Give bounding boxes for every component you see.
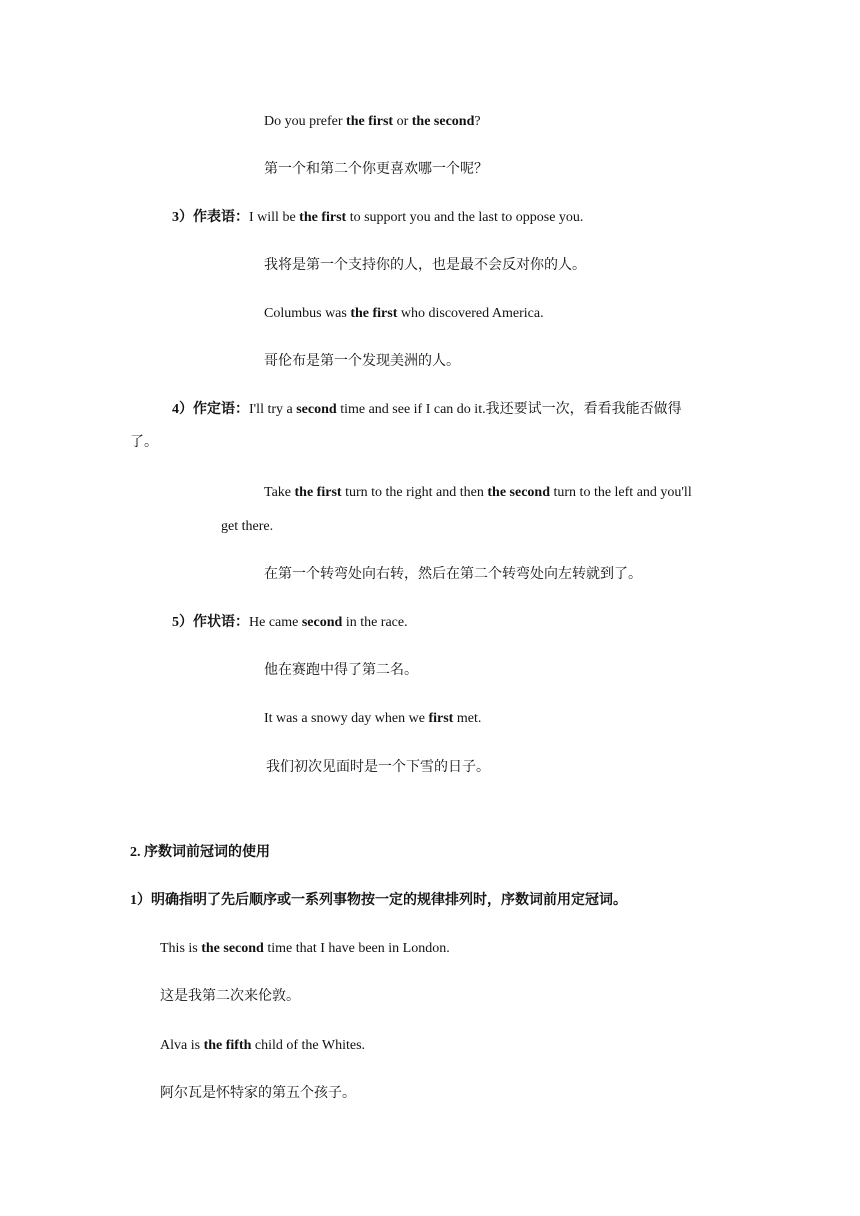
bold-text: the first <box>299 210 347 225</box>
wrapped-text: 了。 <box>130 435 158 450</box>
text: I will be <box>249 210 300 225</box>
text: Take <box>264 485 295 500</box>
usage-item-adverbial <box>172 613 408 633</box>
bold-text: the second <box>487 485 550 500</box>
text: to support you and the last to oppose you. <box>346 210 584 225</box>
bold-text: the first <box>346 114 394 129</box>
bold-text: the second <box>201 941 264 956</box>
example-sentence <box>264 112 481 132</box>
translation: 阿尔瓦是怀特家的第五个孩子。 <box>160 1086 356 1101</box>
example-sentence <box>264 709 481 729</box>
section-heading: 2. 序数词前冠词的使用 <box>130 845 270 860</box>
text: time and see if I can do it.我还要试一次，看看我能否做得 <box>336 402 682 417</box>
example-sentence <box>160 1036 365 1056</box>
rule-heading: 1）明确指明了先后顺序或一系列事物按一定的规律排列时，序数词前用定冠词。 <box>130 893 627 908</box>
translation: 这是我第二次来伦敦。 <box>160 989 300 1004</box>
text: met. <box>453 711 482 726</box>
text: turn to the right and then <box>341 485 488 500</box>
translation: 我们初次见面时是一个下雪的日子。 <box>266 760 490 775</box>
bold-text: the first <box>350 306 398 321</box>
example-sentence <box>160 939 450 959</box>
text: child of the Whites. <box>251 1038 366 1053</box>
bold-text: the first <box>294 485 342 500</box>
usage-label: 5）作状语： <box>172 615 249 630</box>
translation: 第一个和第二个你更喜欢哪一个呢？ <box>264 162 488 177</box>
usage-label: 3）作表语： <box>172 210 249 225</box>
bold-text: second <box>301 615 343 630</box>
usage-item-attributive <box>172 400 682 420</box>
text: ? <box>474 114 481 129</box>
text: turn to the left and you'll <box>550 485 692 500</box>
translation: 在第一个转弯处向右转，然后在第二个转弯处向左转就到了。 <box>264 567 642 582</box>
translation: 我将是第一个支持你的人，也是最不会反对你的人。 <box>264 258 586 273</box>
bold-text: the second <box>411 114 475 129</box>
text: Alva is <box>160 1038 204 1053</box>
usage-label: 4）作定语： <box>172 402 249 417</box>
text: Do you prefer <box>264 114 347 129</box>
usage-item-predicative <box>172 208 583 228</box>
text: It was a snowy day when we <box>264 711 429 726</box>
text: or <box>393 114 412 129</box>
bold-text: second <box>296 402 337 417</box>
text: This is <box>160 941 202 956</box>
text: He came <box>249 615 302 630</box>
translation: 他在赛跑中得了第二名。 <box>264 663 418 678</box>
translation: 哥伦布是第一个发现美洲的人。 <box>264 354 460 369</box>
text: Columbus was <box>264 306 351 321</box>
wrapped-text: get there. <box>221 519 274 534</box>
text: time that I have been in London. <box>263 941 450 956</box>
text: in the race. <box>342 615 408 630</box>
text: I'll try a <box>249 402 297 417</box>
example-sentence <box>264 483 692 503</box>
text: who discovered America. <box>397 306 544 321</box>
example-sentence <box>264 304 544 324</box>
bold-text: first <box>428 711 454 726</box>
bold-text: the fifth <box>203 1038 252 1053</box>
